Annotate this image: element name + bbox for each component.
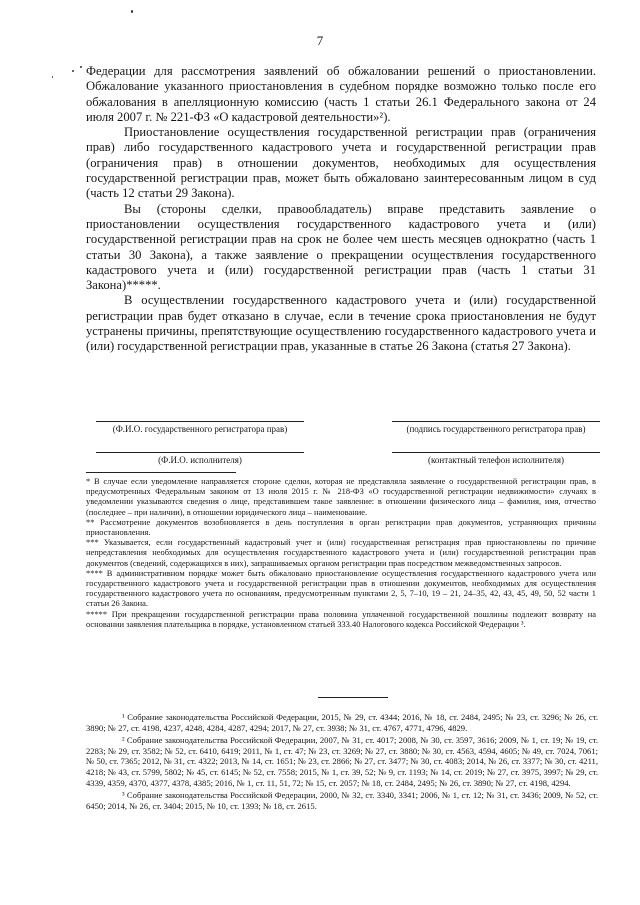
scan-speck [80, 66, 82, 68]
scan-speck [72, 70, 74, 72]
footnote-4: **** В административном порядке может быть обжаловано приостановление осуществления государственного кадастрового учета или государственного кадастрового учета и государственной регистрации прав в отношении документов, необходимых для осуществления государственного кадастрового учета по основаниям, предусмотренным пунктами 2, 5, 7–10, 19 – 21, 24–35, 42, 43, 45, 49, 50, 52 части 1 статьи 26 Закона. [86, 567, 596, 609]
scan-speck [131, 10, 133, 13]
main-text [86, 64, 596, 355]
reference-1: ¹ Собрание законодательства Российской Федерации, 2015, № 29, ст. 4344; 2016, № 18, ст. 2484, 2495; № 23, ст. 3296; № 26, ст. 3890; № 27, ст. 4198, 4237, 4248, 4284, 4287, 4294; 2017, № 27, ст. 3938; № 31, ст. 4767, 4771, 4796, 4829. [86, 712, 598, 733]
paragraph-refusal: В осуществлении государственного кадастрового учета и (или) государственной регистрации прав будет отказано в случае, если в течение срока приостановления не будут устранены причины, препятствующие осуществлению государственного кадастрового учета и (или) государственной регистрации прав, указанные в статье 26 Закона (статья 27 Закона). [86, 293, 596, 354]
references-divider [318, 697, 388, 698]
reference-3: ³ Собрание законодательства Российской Федерации, 2000, № 32, ст. 3340, 3341; 2006, № 1, ст. 12; № 31, ст. 3436; 2009, № 52, ст. 6450; 2014, № 26, ст. 3404; 2015, № 10, ст. 1393; № 18, ст. 2615. [86, 790, 598, 811]
scan-speck [52, 76, 53, 78]
paragraph-continuation: Федерации для рассмотрения заявлений об обжаловании решений о приостановлении. Обжалование указанного приостановления в судебном порядке возможно только после его обжалования в апелляционную комиссию (часть 1 статьи 26.1 Федерального закона от 24 июля 2007 г. № 221-ФЗ «О кадастровой деятельности»²). [86, 64, 596, 124]
footnote-2: ** Рассмотрение документов возобновляется в день поступления в орган регистрации прав документов, устраняющих причины приостановления. [86, 516, 596, 538]
footnote-3: *** Указывается, если государственный кадастровый учет и (или) государственная регистрация прав приостановлены по причине непредставления необходимых для осуществления государственного кадастрового учета и (или) государственной регистрации прав документов (сведений, содержащихся в них), запрашиваемых органом регистрации прав посредством межведомственных запросов. [86, 537, 596, 568]
page-number: 7 [316, 33, 324, 48]
footnote-divider [86, 472, 236, 473]
footnotes [86, 476, 596, 629]
paragraph-court-appeal: Приостановление осуществления государственной регистрации прав (ограничения прав) либо государственного кадастрового учета и государственной регистрации прав (ограничения прав) в отношении документов, необходимых для осуществления государственной регистрации прав, может быть обжаловано заинтересованным лицом в суд (часть 12 статьи 29 Закона). [86, 125, 596, 201]
footnote-5: ***** При прекращении государственной регистрации права половина уплаченной государственной пошлины подлежит возврату на основании заявления плательщика в порядке, установленном статьей 333.40 Налогового кодекса Российской Федерации ³. [86, 608, 596, 629]
registrar-name-caption: (Ф.И.О. государственного регистратора прав) [96, 421, 304, 434]
registrar-signature-caption: (подпись государственного регистратора прав) [392, 421, 600, 434]
executor-phone-caption: (контактный телефон исполнителя) [392, 452, 600, 465]
executor-name-caption: (Ф.И.О. исполнителя) [96, 452, 304, 465]
references [86, 712, 598, 813]
footnote-1: * В случае если уведомление направляется стороне сделки, которая не представляла заявление о государственной регистрации прав, в предусмотренных Федеральным законом от 13 июля 2015 г. № 218-ФЗ «О государственной регистрации недвижимости» случаях в уведомлении указываются сведения о лице, представившем такое заявление: в отношении физического лица – фамилия, имя, отчество (последнее – при наличии), в отношении юридического лица – наименование. [86, 476, 596, 517]
reference-2: ² Собрание законодательства Российской Федерации, 2007, № 31, ст. 4017; 2008, № 30, ст. 3597, 3616; 2009, № 1, ст. 19; № 19, ст. 2283; № 29, ст. 3582; № 52, ст. 6410, 6419; 2011, № 1, ст. 47; № 23, ст. 3269; № 27, ст. 3880; № 30, ст. 4563, 4594, 4605; № 49, ст. 7024, 7061; № 50, ст. 7365; 2012, № 31, ст. 4322; 2013, № 14, ст. 1651; № 23, ст. 2866; № 27, ст. 3477; № 30, ст. 4083; 2014, № 26, ст. 3377; № 30, ст. 4211, 4218; № 43, ст. 5799, 5802; № 45, ст. 6145; № 52, ст. 7558; 2015, № 1, ст. 39, 52; № 9, ст. 1193; № 14, ст. 2019; № 27, ст. 3975, 3997; № 29, ст. 4339, 4359, 4370, 4377, 4378, 4385; 2016, № 1, ст. 11, 51, 72; № 15, ст. 2057; № 18, ст. 2484, 2495; № 26, ст. 3890; № 27, ст. 4198, 4294. [86, 735, 598, 788]
paragraph-rights: Вы (стороны сделки, правообладатель) вправе представить заявление о приостановлении осуществления государственного кадастрового учета и (или) государственной регистрации прав на срок не более чем шесть месяцев однократно (часть 1 статьи 30 Закона), а также заявление о прекращении осуществления государственного кадастрового учета и (или) государственной регистрации прав (часть 1 статьи 31 Закона)*****. [86, 201, 596, 293]
